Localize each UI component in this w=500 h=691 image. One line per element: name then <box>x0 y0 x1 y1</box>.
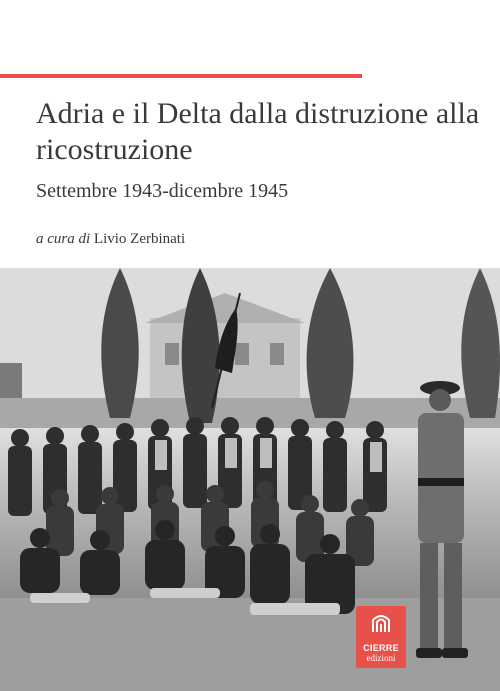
editor-line <box>36 229 476 249</box>
editor-prefix: a cura di <box>36 231 91 247</box>
editor-name: Livio Zerbinati <box>93 231 186 247</box>
accent-rule <box>0 74 362 78</box>
group-photo-icon <box>0 268 500 691</box>
book-subtitle: Settembre 1943-dicembre 1945 <box>36 180 289 202</box>
cover-photo <box>0 268 500 691</box>
publisher-sub: edizioni <box>366 653 396 663</box>
publisher-name: CIERRE <box>363 643 399 653</box>
publisher-logo <box>356 606 406 668</box>
book-title: Adria e il Delta dalla distruzione alla ricostruzione <box>36 97 480 166</box>
publisher-mark-icon <box>371 612 391 634</box>
